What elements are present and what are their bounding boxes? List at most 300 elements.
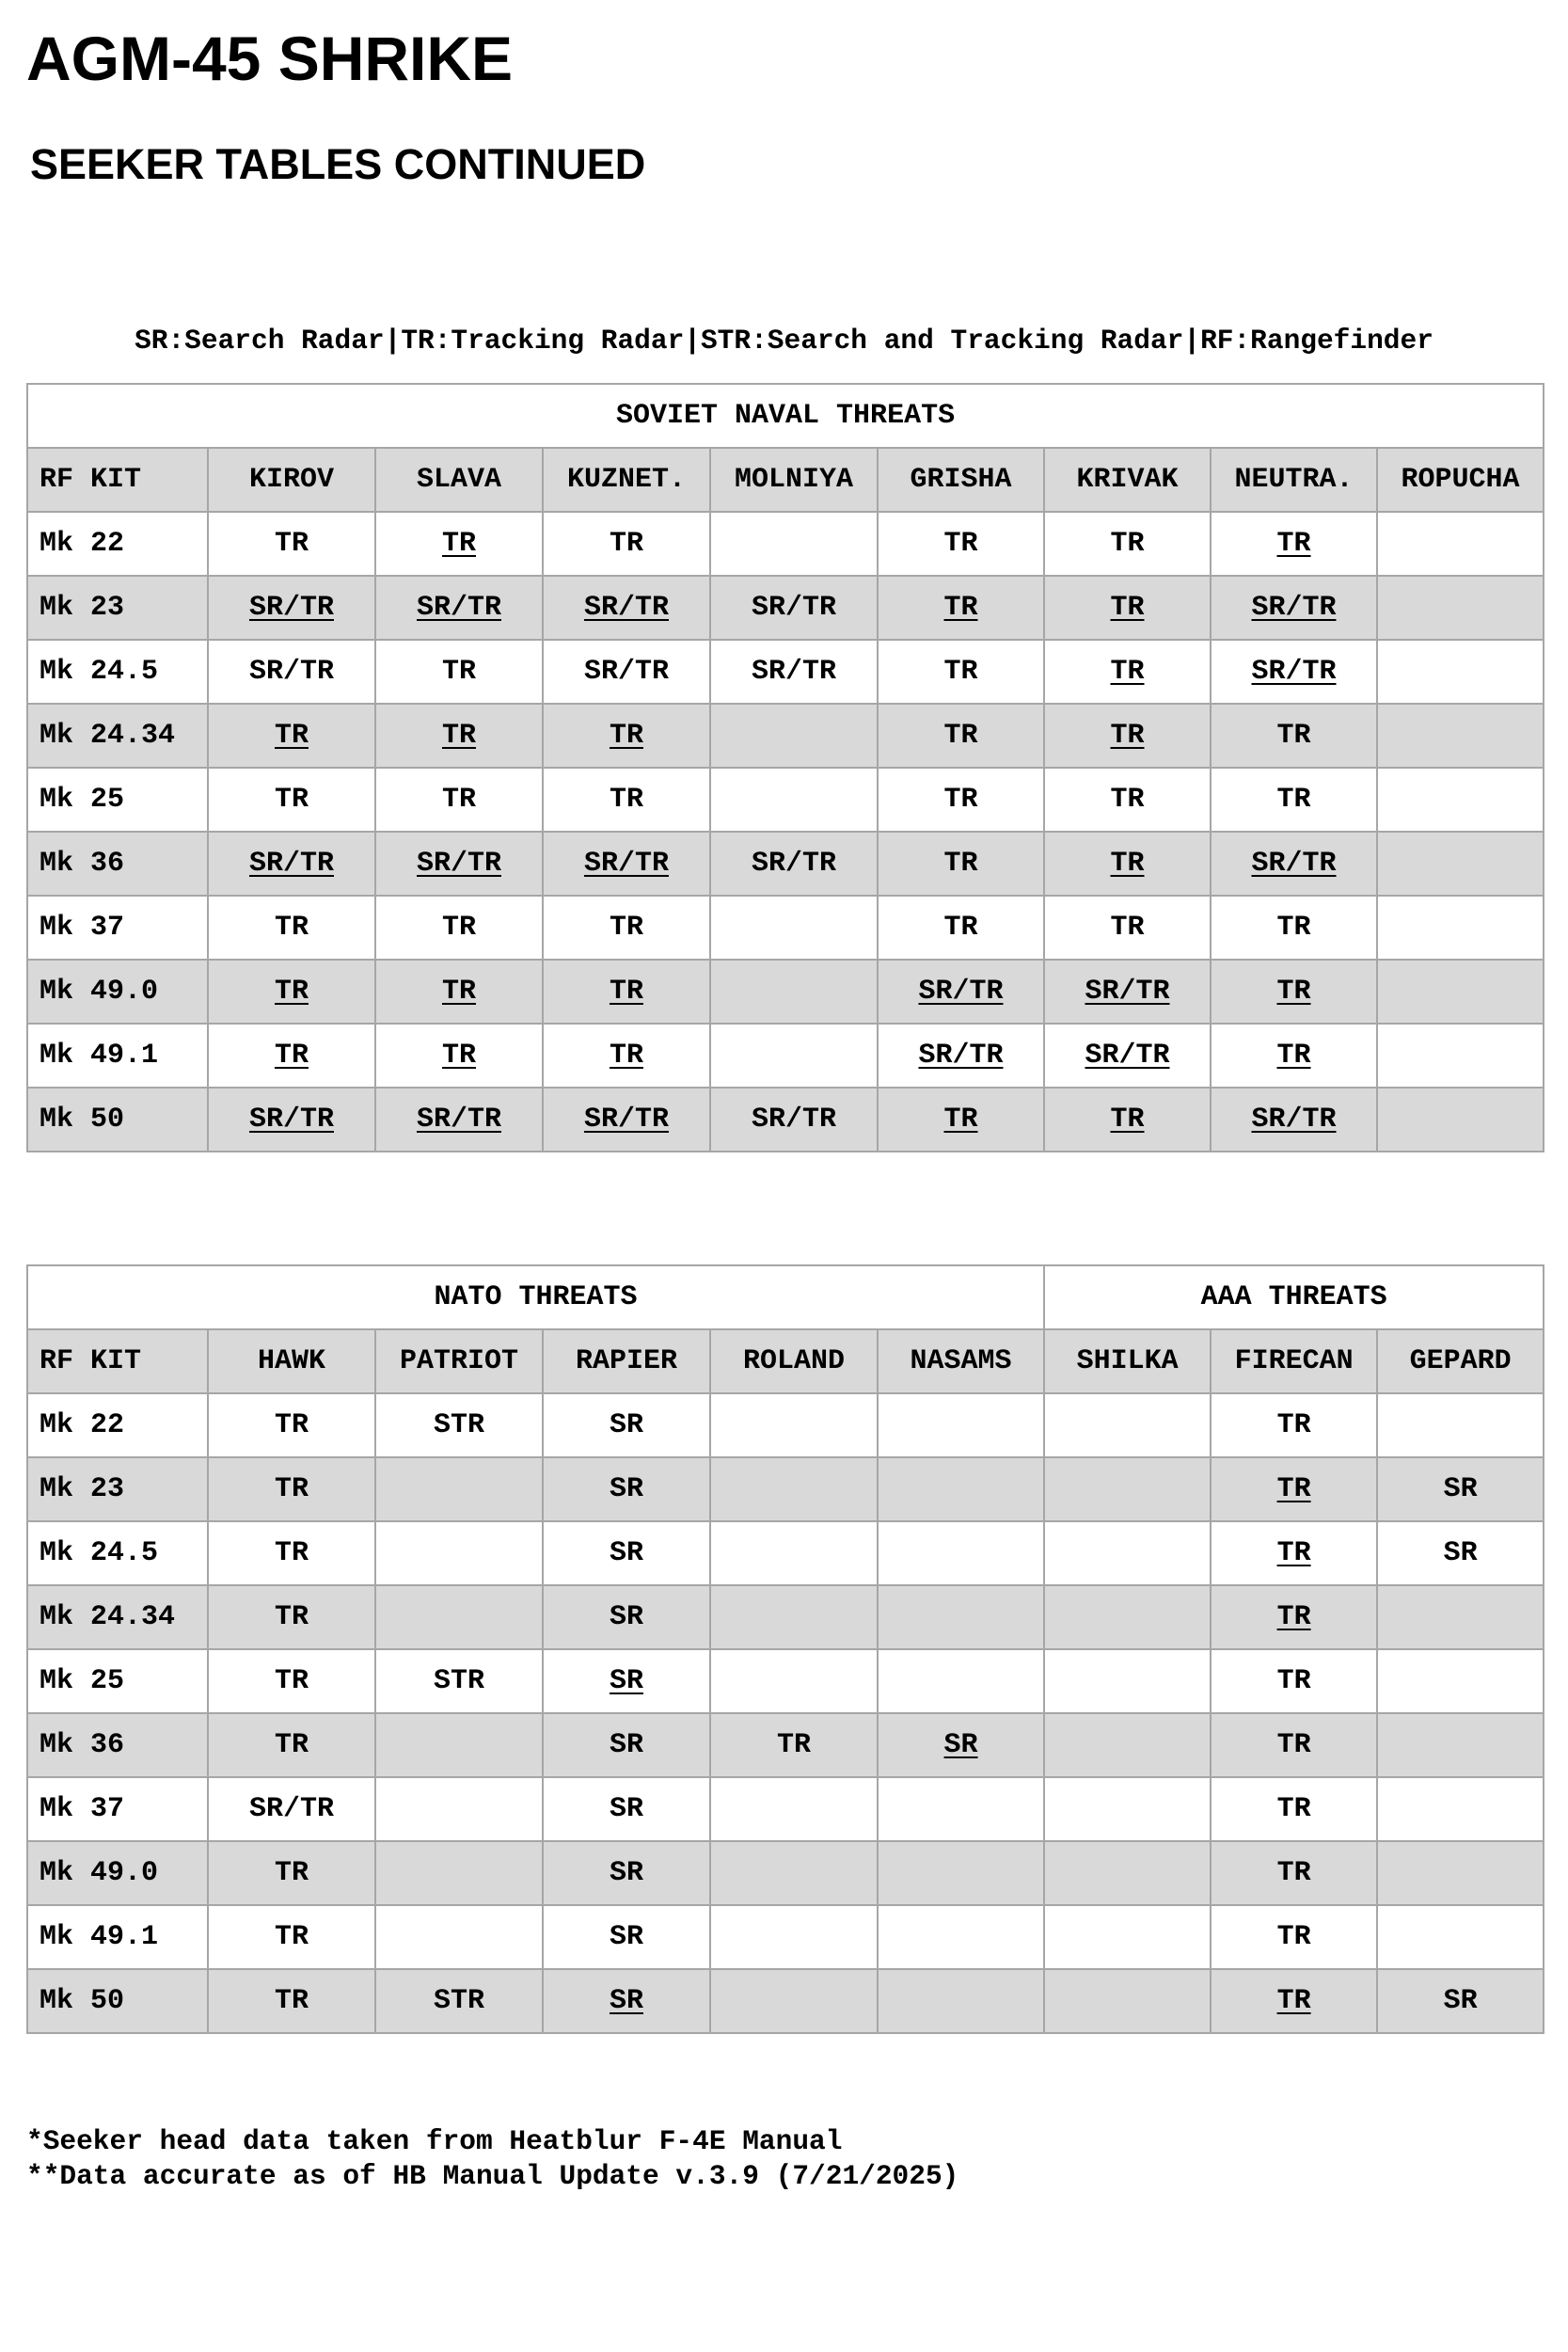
table-row [27,1649,1544,1713]
seeker-cell [375,832,543,896]
seeker-value: TR [274,784,309,816]
seeker-cell [878,960,1044,1024]
seeker-cell [878,896,1044,960]
seeker-cell [878,1841,1044,1905]
rf-kit-cell: Mk 50 [27,1088,208,1152]
seeker-value: TR [1276,1473,1311,1505]
seeker-value: SR [609,1537,643,1569]
seeker-cell [1211,1585,1377,1649]
seeker-cell [1211,832,1377,896]
column-header: RF KIT [27,1329,208,1393]
seeker-value: SR/TR [918,976,1004,1008]
seeker-cell [375,1521,543,1585]
seeker-value: SR [609,1729,643,1761]
seeker-cell [1044,1521,1211,1585]
seeker-value: TR [1110,528,1145,560]
seeker-cell [208,1905,375,1969]
seeker-value: TR [441,784,476,816]
seeker-cell [878,1521,1044,1585]
seeker-cell [543,1969,710,2033]
seeker-value: SR/TR [583,592,669,624]
seeker-cell [1211,1713,1377,1777]
seeker-cell [1211,960,1377,1024]
seeker-cell [878,704,1044,768]
seeker-cell [1377,1393,1544,1457]
column-header: PATRIOT [375,1329,543,1393]
table-row [27,512,1544,576]
seeker-cell [375,960,543,1024]
seeker-cell [710,832,878,896]
seeker-cell [878,1585,1044,1649]
seeker-cell [1211,1649,1377,1713]
rf-kit-cell: Mk 49.1 [27,1024,208,1088]
seeker-cell [1377,1024,1544,1088]
rf-kit-cell: Mk 36 [27,1713,208,1777]
seeker-cell [375,1713,543,1777]
seeker-cell [1377,896,1544,960]
seeker-cell [208,1521,375,1585]
footnote: **Data accurate as of HB Manual Update v.3.9 (7/21/2025) [26,2160,959,2192]
seeker-cell [710,1393,878,1457]
seeker-cell [208,1713,375,1777]
column-header: RAPIER [543,1329,710,1393]
rf-kit-cell: Mk 22 [27,1393,208,1457]
seeker-value: SR [609,1409,643,1441]
seeker-cell [375,1088,543,1152]
seeker-cell [375,1649,543,1713]
seeker-cell [1377,1905,1544,1969]
seeker-cell [710,1024,878,1088]
seeker-cell [878,1393,1044,1457]
table-row [27,896,1544,960]
seeker-cell [1211,1457,1377,1521]
seeker-value: TR [1276,912,1311,944]
seeker-cell [1044,896,1211,960]
seeker-value: SR/TR [1251,848,1337,880]
seeker-value: TR [1276,1985,1311,2017]
seeker-value: TR [1110,848,1145,880]
column-header: HAWK [208,1329,375,1393]
seeker-value: SR/TR [751,656,836,688]
column-header: GRISHA [878,448,1044,512]
seeker-value: SR/TR [1251,1104,1337,1136]
seeker-cell [1377,704,1544,768]
rf-kit-cell: Mk 24.34 [27,704,208,768]
seeker-cell [208,704,375,768]
seeker-cell [1211,512,1377,576]
seeker-value: STR [433,1409,484,1441]
seeker-cell [1377,1649,1544,1713]
seeker-cell [878,1713,1044,1777]
seeker-cell [1044,1905,1211,1969]
seeker-value: TR [274,976,309,1008]
seeker-value: TR [441,528,476,560]
seeker-cell [1211,1521,1377,1585]
seeker-value: TR [1110,912,1145,944]
seeker-value: SR/TR [583,656,669,688]
seeker-cell [710,512,878,576]
seeker-value: TR [1276,1921,1311,1953]
seeker-cell [543,1457,710,1521]
seeker-cell [208,640,375,704]
seeker-cell [208,960,375,1024]
seeker-cell [1211,1841,1377,1905]
seeker-value: TR [441,1040,476,1072]
seeker-cell [208,896,375,960]
seeker-cell [1377,1088,1544,1152]
seeker-value: TR [274,1921,309,1953]
seeker-cell [1377,1969,1544,2033]
seeker-value: TR [943,1104,978,1136]
seeker-cell [1211,1393,1377,1457]
rf-kit-cell: Mk 24.5 [27,640,208,704]
seeker-value: STR [433,1985,484,2017]
seeker-cell [375,1585,543,1649]
column-header: KUZNET. [543,448,710,512]
seeker-cell [375,576,543,640]
seeker-cell [543,1585,710,1649]
seeker-value: TR [609,912,643,944]
seeker-value: TR [1276,1729,1311,1761]
seeker-cell [543,640,710,704]
nato-aaa-threats-table [26,1264,1544,2034]
seeker-cell [710,640,878,704]
seeker-cell [710,1585,878,1649]
seeker-cell [878,1777,1044,1841]
seeker-cell [1044,768,1211,832]
column-header: ROLAND [710,1329,878,1393]
rf-kit-cell: Mk 49.0 [27,1841,208,1905]
seeker-value: TR [1276,1665,1311,1697]
seeker-cell [543,960,710,1024]
seeker-cell [710,704,878,768]
nato-table-caption: NATO THREATS [27,1265,1044,1329]
rf-kit-cell: Mk 36 [27,832,208,896]
seeker-value: SR [943,1729,978,1761]
seeker-value: TR [1276,1793,1311,1825]
seeker-value: TR [1276,1040,1311,1072]
seeker-cell [878,640,1044,704]
seeker-cell [208,1841,375,1905]
seeker-value: TR [1276,784,1311,816]
seeker-cell [375,1905,543,1969]
seeker-value: SR [609,1921,643,1953]
seeker-cell [208,1457,375,1521]
seeker-cell [208,512,375,576]
rf-kit-cell: Mk 23 [27,576,208,640]
soviet-table-caption: SOVIET NAVAL THREATS [27,384,1544,448]
table-row [27,704,1544,768]
seeker-cell [1377,576,1544,640]
page-subtitle: SEEKER TABLES CONTINUED [30,140,646,188]
seeker-cell [710,1841,878,1905]
seeker-value: SR [1443,1473,1478,1505]
seeker-value: TR [943,720,978,752]
seeker-cell [710,960,878,1024]
seeker-cell [543,1905,710,1969]
soviet-table-header-row [27,448,1544,512]
seeker-cell [543,896,710,960]
table-row [27,1393,1544,1457]
seeker-cell [375,1841,543,1905]
seeker-value: SR/TR [248,848,334,880]
seeker-value: SR/TR [248,1793,334,1825]
seeker-cell [710,1777,878,1841]
column-header: ROPUCHA [1377,448,1544,512]
seeker-cell [1044,1088,1211,1152]
seeker-value: TR [274,1601,309,1633]
column-header: NASAMS [878,1329,1044,1393]
seeker-cell [1377,832,1544,896]
seeker-cell [1044,960,1211,1024]
seeker-cell [878,1649,1044,1713]
seeker-value: TR [274,528,309,560]
seeker-value: SR [1443,1985,1478,2017]
seeker-cell [1377,512,1544,576]
soviet-naval-threats-table [26,383,1544,1152]
seeker-cell [710,1649,878,1713]
seeker-value: TR [943,912,978,944]
column-header: KIROV [208,448,375,512]
seeker-value: TR [1276,1537,1311,1569]
table-row [27,832,1544,896]
seeker-value: TR [1276,976,1311,1008]
seeker-cell [710,576,878,640]
seeker-value: SR/TR [248,1104,334,1136]
rf-kit-cell: Mk 37 [27,896,208,960]
rf-kit-cell: Mk 37 [27,1777,208,1841]
table-row [27,576,1544,640]
seeker-cell [543,1393,710,1457]
seeker-value: SR/TR [1085,1040,1170,1072]
seeker-cell [543,1024,710,1088]
seeker-cell [1044,1841,1211,1905]
footnotes [26,2124,958,2194]
seeker-cell [543,704,710,768]
seeker-value: TR [1276,1857,1311,1889]
rf-kit-cell: Mk 50 [27,1969,208,2033]
rf-kit-cell: Mk 49.1 [27,1905,208,1969]
seeker-value: TR [776,1729,811,1761]
seeker-cell [543,832,710,896]
seeker-cell [208,1969,375,2033]
seeker-cell [878,1969,1044,2033]
seeker-value: SR/TR [1085,976,1170,1008]
table-row [27,1713,1544,1777]
seeker-cell [878,1024,1044,1088]
seeker-cell [1377,1585,1544,1649]
seeker-cell [878,576,1044,640]
seeker-value: TR [1276,528,1311,560]
seeker-cell [543,1777,710,1841]
seeker-value: SR [1443,1537,1478,1569]
rf-kit-cell: Mk 25 [27,1649,208,1713]
table-row [27,1969,1544,2033]
nato-table-header-row [27,1329,1544,1393]
seeker-cell [208,1088,375,1152]
seeker-cell [1377,640,1544,704]
column-header: SLAVA [375,448,543,512]
seeker-value: TR [1110,720,1145,752]
table-row [27,1457,1544,1521]
table-row [27,1905,1544,1969]
seeker-cell [710,1088,878,1152]
seeker-cell [375,640,543,704]
column-header: KRIVAK [1044,448,1211,512]
seeker-cell [1211,896,1377,960]
column-header: FIRECAN [1211,1329,1377,1393]
seeker-value: SR/TR [583,1104,669,1136]
table-row [27,1777,1544,1841]
seeker-value: TR [943,656,978,688]
seeker-cell [208,1393,375,1457]
seeker-cell [1044,1777,1211,1841]
seeker-value: SR/TR [583,848,669,880]
seeker-cell [1044,640,1211,704]
seeker-cell [710,1905,878,1969]
seeker-cell [1377,768,1544,832]
seeker-cell [543,768,710,832]
seeker-cell [375,1457,543,1521]
seeker-cell [208,1585,375,1649]
column-header: SHILKA [1044,1329,1211,1393]
seeker-cell [1211,1024,1377,1088]
seeker-cell [1044,1024,1211,1088]
seeker-cell [208,832,375,896]
seeker-cell [1211,640,1377,704]
seeker-value: TR [274,1729,309,1761]
seeker-cell [1044,1969,1211,2033]
seeker-cell [878,1905,1044,1969]
table-row [27,960,1544,1024]
seeker-cell [710,896,878,960]
seeker-value: TR [1110,592,1145,624]
seeker-cell [543,1841,710,1905]
seeker-cell [1377,1777,1544,1841]
seeker-cell [1044,512,1211,576]
seeker-cell [208,576,375,640]
seeker-value: TR [1276,720,1311,752]
seeker-cell [1044,704,1211,768]
seeker-cell [375,512,543,576]
seeker-value: TR [274,1409,309,1441]
seeker-value: TR [1110,1104,1145,1136]
nato-table-body [27,1393,1544,2033]
seeker-value: TR [274,1985,309,2017]
seeker-cell [878,512,1044,576]
seeker-cell [1211,704,1377,768]
seeker-cell [710,1457,878,1521]
seeker-value: TR [1276,1601,1311,1633]
seeker-cell [375,768,543,832]
seeker-value: TR [1276,1409,1311,1441]
seeker-value: SR/TR [416,1104,501,1136]
seeker-value: TR [274,912,309,944]
rf-kit-cell: Mk 49.0 [27,960,208,1024]
seeker-cell [710,1713,878,1777]
table-row [27,1088,1544,1152]
seeker-value: TR [274,1473,309,1505]
seeker-cell [1044,576,1211,640]
seeker-value: STR [433,1665,484,1697]
seeker-value: TR [274,720,309,752]
seeker-value: SR/TR [248,656,334,688]
rf-kit-cell: Mk 22 [27,512,208,576]
seeker-value: SR/TR [416,592,501,624]
table-row [27,640,1544,704]
abbreviation-legend: SR:Search Radar|TR:Tracking Radar|STR:Search and Tracking Radar|RF:Rangefinder [135,325,1433,357]
seeker-value: SR/TR [248,592,334,624]
rf-kit-cell: Mk 24.34 [27,1585,208,1649]
seeker-value: SR/TR [751,848,836,880]
seeker-cell [710,1969,878,2033]
seeker-value: SR [609,1793,643,1825]
footnote: *Seeker head data taken from Heatblur F-4E Manual [26,2125,843,2157]
seeker-value: TR [441,656,476,688]
seeker-value: TR [274,1857,309,1889]
seeker-cell [375,896,543,960]
seeker-cell [375,1969,543,2033]
seeker-value: SR/TR [918,1040,1004,1072]
seeker-cell [208,1649,375,1713]
table-row [27,1841,1544,1905]
seeker-value: TR [274,1537,309,1569]
seeker-cell [543,1713,710,1777]
seeker-cell [375,1393,543,1457]
table-row [27,1585,1544,1649]
seeker-cell [543,512,710,576]
seeker-cell [1211,1905,1377,1969]
seeker-cell [543,1521,710,1585]
seeker-cell [1211,1969,1377,2033]
seeker-value: TR [274,1040,309,1072]
seeker-cell [1211,576,1377,640]
seeker-cell [1377,960,1544,1024]
seeker-cell [1044,1457,1211,1521]
seeker-value: TR [1110,784,1145,816]
seeker-value: TR [943,848,978,880]
seeker-value: SR/TR [416,848,501,880]
seeker-cell [1044,1585,1211,1649]
rf-kit-cell: Mk 24.5 [27,1521,208,1585]
seeker-cell [543,576,710,640]
seeker-value: TR [943,528,978,560]
rf-kit-cell: Mk 23 [27,1457,208,1521]
seeker-value: SR [609,1857,643,1889]
seeker-cell [208,1024,375,1088]
seeker-cell [878,832,1044,896]
seeker-value: SR/TR [751,1104,836,1136]
table-row [27,1024,1544,1088]
column-header: GEPARD [1377,1329,1544,1393]
seeker-cell [710,768,878,832]
seeker-value: SR/TR [1251,592,1337,624]
soviet-table-body [27,512,1544,1152]
seeker-value: TR [441,912,476,944]
seeker-cell [1211,1088,1377,1152]
seeker-value: SR [609,1665,643,1697]
seeker-value: TR [943,592,978,624]
seeker-value: TR [609,1040,643,1072]
seeker-cell [208,768,375,832]
seeker-value: SR [609,1601,643,1633]
seeker-value: SR [609,1473,643,1505]
seeker-cell [1377,1457,1544,1521]
seeker-value: TR [609,720,643,752]
seeker-cell [1044,832,1211,896]
column-header: NEUTRA. [1211,448,1377,512]
seeker-value: TR [441,720,476,752]
